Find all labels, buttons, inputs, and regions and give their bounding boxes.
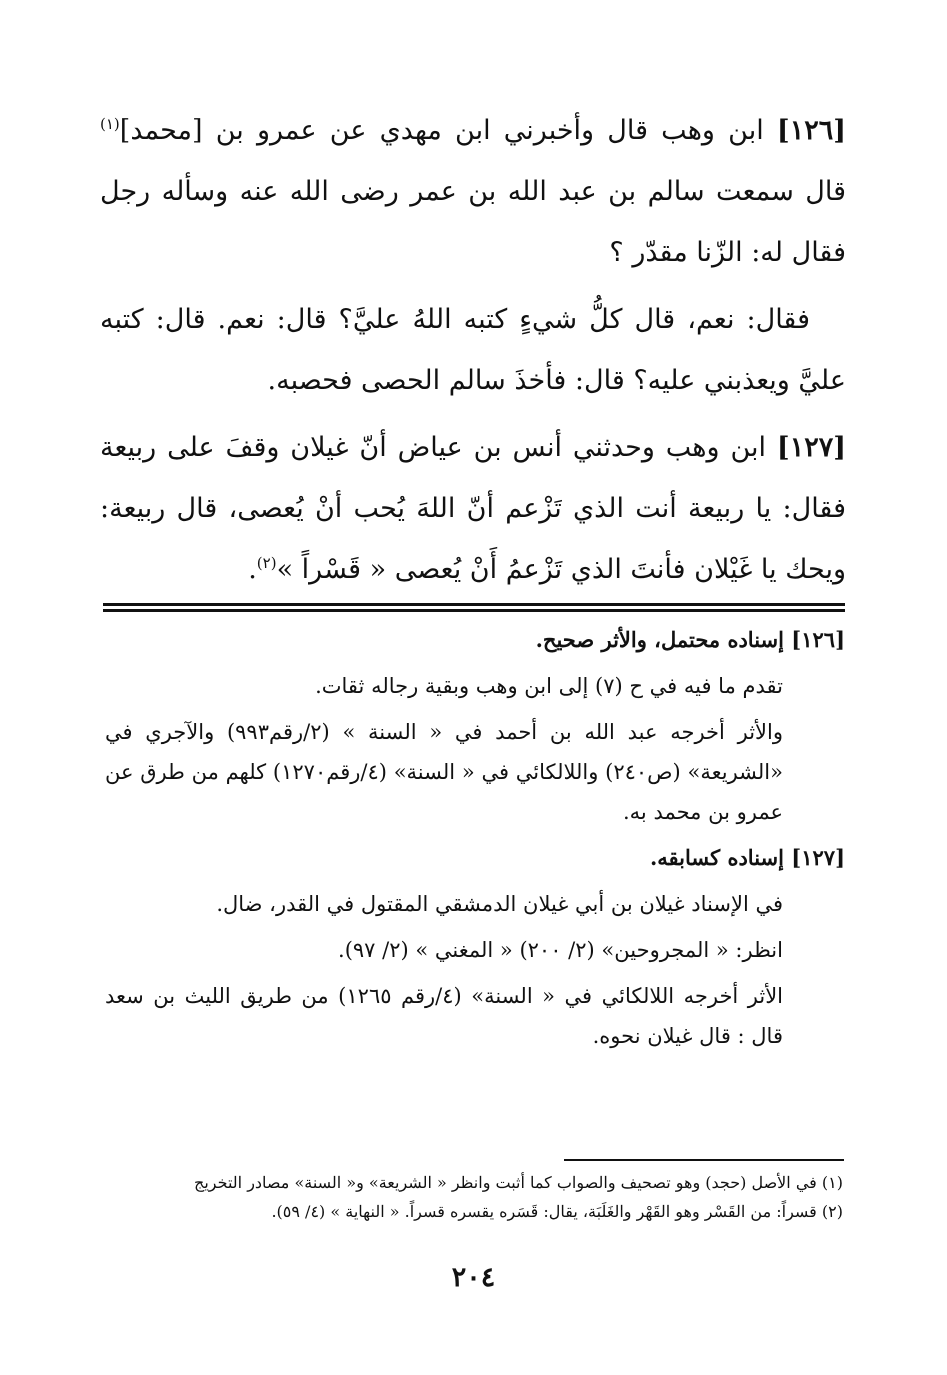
footnote-divider — [564, 1159, 844, 1161]
narration-127-body: ابن وهب وحدثني أنس بن عياض أنّ غيلان وقفَ على ربيعة فقال: يا ربيعة أنت الذي تَزْعم أنّ اللهَ يُحب أنْ يُعصى، قال ربيعة: ويحك يا غَيْلان فأنتَ الذي تَزْعمُ أَنْ يُعصى « قَسْراً » — [100, 432, 846, 585]
narration-126-body: قال سمعت سالم بن عبد الله بن عمر رضى الله عنه وسأله رجل فقال له: الزّنا مقدّر ؟ — [100, 176, 846, 268]
narration-126-chain: ابن وهب قال وأخبرني ابن مهدي عن عمرو بن [محمد] — [119, 115, 764, 146]
footnote-2: (٢) قسراً: من القَسْر وهو القَهْر والغَلَبَة، يقال: قَسَره يقسره قسراً. « النهاية » (٤/ ٥٩). — [271, 1202, 843, 1221]
main-text — [100, 100, 846, 606]
narration-number-127: [١٢٧] — [776, 432, 846, 463]
footnotes — [135, 1168, 843, 1226]
note-126-line-2: والأثر أخرجه عبد الله بن أحمد في « السنة » (٢/رقم٩٩٣) والآجري في «الشريعة» (ص٢٤٠) واللالكائي في « السنة» (٤/رقم١٢٧٠) كلهم من طرق عن عمرو بن محمد به. — [105, 720, 783, 824]
note-127-heading: [١٢٧] إسناده كسابقه. — [649, 845, 845, 870]
note-127-line-1: في الإسناد غيلان بن أبي غيلان الدمشقي المقتول في القدر، ضال. — [216, 892, 783, 916]
note-126-heading: [١٢٦] إسناده محتمل، والأثر صحيح. — [535, 627, 845, 652]
footnote-1: (١) في الأصل (حجد) وهو تصحيف والصواب كما أثبت وانظر « الشريعة» و« السنة» مصادر التخريج — [194, 1173, 843, 1192]
page-number: ٢٠٤ — [451, 1262, 496, 1293]
paragraph-126-answer — [100, 289, 846, 411]
narration-number-126: [١٢٦] — [776, 115, 846, 146]
narration-127-end: . — [248, 554, 257, 585]
commentary — [105, 620, 845, 1062]
note-126-line-1: تقدم ما فيه في ح (٧) إلى ابن وهب وبقية رجاله ثقات. — [315, 674, 783, 698]
note-127-line-3: الأثر أخرجه اللالكائي في « السنة» (٤/رقم ١٢٦٥) من طريق الليث بن سعد قال : قال غيلان نحوه. — [105, 984, 784, 1048]
narration-126-answer: فقال: نعم، قال كلُّ شيءٍ كتبه اللهُ عليَّ؟ قال: نعم. قال: كتبه عليَّ ويعذبني عليه؟ قال: فأخذَ سالم الحصى فحصبه. — [100, 304, 846, 396]
footnote-ref-2: (٢) — [256, 554, 277, 572]
paragraph-127 — [100, 417, 846, 600]
section-divider — [103, 603, 845, 612]
paragraph-126 — [100, 100, 846, 283]
footnote-ref-1: (١) — [100, 115, 120, 133]
note-127-line-2: انظر: « المجروحين» (٢/ ٢٠٠) « المغني » (٢/ ٩٧). — [338, 938, 783, 962]
